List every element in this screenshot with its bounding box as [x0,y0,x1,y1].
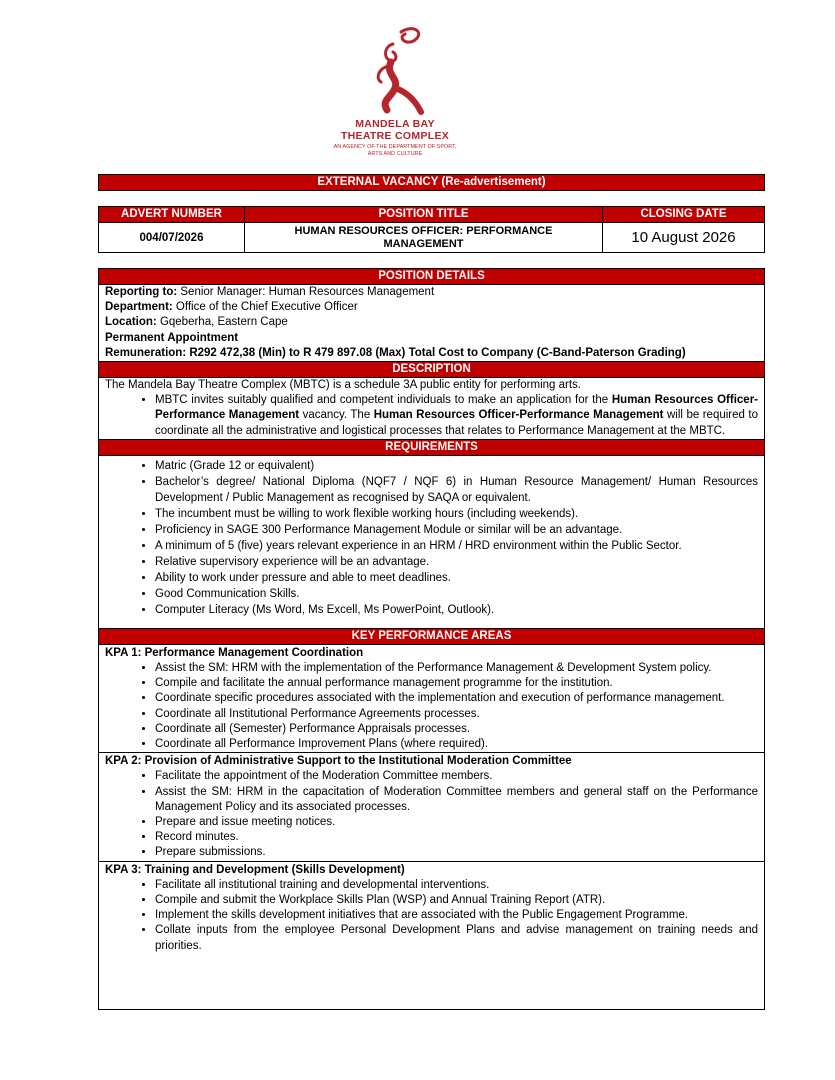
kpa3-item: • Collate inputs from the employee Personal Development Plans and advise management on training needs and priorities. [155,923,758,953]
kpa1-list [105,661,758,752]
organization-logo [330,22,460,158]
permanent-appointment: Permanent Appointment [105,331,239,344]
kpa1-block [99,645,764,753]
location-line [105,315,758,330]
vacancy-title: EXTERNAL VACANCY (Re-advertisement) [99,175,764,190]
requirement-item: • Proficiency in SAGE 300 Performance Management Module or similar will be an advantage. [155,522,758,538]
logo-name-line1: MANDELA BAY [355,118,435,130]
description-bullet: • MBTC invites suitably qualified and competent individuals to make an application for the Human Resources Officer-Performance Management vacancy. The Human Resources Officer-Performance Management will be required to coordinate all the administrative and logistical processes that relates to Performance Management at the MBTC. [155,393,758,439]
logo-name-line2: THEATRE COMPLEX [340,130,450,142]
position-details-box [98,268,765,1010]
kpa2-block [99,753,764,861]
requirement-item: • Relative supervisory experience will be an advantage. [155,554,758,570]
requirement-item: • Matric (Grade 12 or equivalent) [155,458,758,474]
description-intro: The Mandela Bay Theatre Complex (MBTC) is a schedule 3A public entity for performing arts. [105,379,581,392]
kpa2-item: • Prepare and issue meeting notices. [155,815,758,830]
kpa2-list [105,769,758,860]
dancer-logo-icon [355,22,435,118]
reporting-label: Reporting to: [105,286,178,298]
location-label: Location: [105,316,157,329]
department-value: Office of the Chief Executive Officer [172,301,358,314]
kpa2-item: • Record minutes. [155,830,758,845]
requirements-section [99,456,764,628]
position-title-header: POSITION TITLE [245,207,603,223]
kpa2-item: • Assist the SM: HRM in the capacitation of Moderation Committee members and general staff on the Performance Management Policy and its associated processes. [155,785,758,815]
requirement-item: • Bachelor’s degree/ National Diploma (NQF7 / NQF 6) in Human Resource Management/ Human Resources Development / Public Management as recognised by SAQA or equivalent. [155,474,758,506]
department-line [105,300,758,315]
advert-number-header: ADVERT NUMBER [99,207,245,223]
kpa3-item: • Compile and submit the Workplace Skills Plan (WSP) and Annual Training Report (ATR). [155,893,758,908]
reporting-value: Senior Manager: Human Resources Management [177,286,435,298]
kpa2-item: • Facilitate the appointment of the Moderation Committee members. [155,769,758,784]
description-section [99,378,764,439]
kpa1-item: • Coordinate all (Semester) Performance Appraisals processes. [155,722,758,737]
reporting-line [105,285,758,300]
requirement-item: • A minimum of 5 (five) years relevant experience in an HRM / HRD environment within the Public Sector. [155,538,758,554]
kpa3-list [105,878,758,954]
logo-tagline: AN AGENCY OF THE DEPARTMENT OF SPORT, ARTS AND CULTURE [333,144,457,157]
requirement-item: • Computer Literacy (Ms Word, Ms Excell, Ms PowerPoint, Outlook). [155,602,758,618]
kpa-header: KEY PERFORMANCE AREAS [99,628,764,645]
position-details [99,285,764,361]
kpa1-title: KPA 1: Performance Management Coordination [105,646,364,659]
kpa1-item: • Coordinate all Performance Improvement Plans (where required). [155,737,758,752]
kpa3-title: KPA 3: Training and Development (Skills Development) [105,863,405,876]
requirement-item: • The incumbent must be willing to work flexible working hours (including weekends). [155,506,758,522]
position-details-header: POSITION DETAILS [99,269,764,285]
kpa1-item: • Coordinate all Institutional Performance Agreements processes. [155,707,758,722]
position-title: HUMAN RESOURCES OFFICER: PERFORMANCE MANAGEMENT [245,223,603,253]
department-label: Department: [105,301,173,314]
closing-date: 10 August 2026 [603,223,765,253]
kpa3-item: • Implement the skills development initiatives that are associated with the Public Engagement Programme. [155,908,758,923]
kpa1-item: • Compile and facilitate the annual performance management programme for the institution. [155,676,758,691]
kpa1-item: • Coordinate specific procedures associated with the implementation and execution of performance management. [155,691,758,706]
requirements-list [105,458,758,618]
requirements-header: REQUIREMENTS [99,439,764,456]
kpa2-title: KPA 2: Provision of Administrative Support to the Institutional Moderation Committee [105,755,572,768]
kpa3-block [99,862,764,954]
advert-number: 004/07/2026 [99,223,245,253]
location-value: Gqeberha, Eastern Cape [156,316,288,329]
closing-date-header: CLOSING DATE [603,207,765,223]
kpa1-item: • Assist the SM: HRM with the implementation of the Performance Management & Development System policy. [155,661,758,676]
requirement-item: • Ability to work under pressure and able to meet deadlines. [155,570,758,586]
kpa3-item: • Facilitate all institutional training and developmental interventions. [155,878,758,893]
kpa2-item: • Prepare submissions. [155,845,758,860]
vacancy-title-bar [98,174,765,191]
advert-table [98,206,765,253]
requirement-item: • Good Communication Skills. [155,586,758,602]
description-header: DESCRIPTION [99,361,764,378]
remuneration: Remuneration: R292 472,38 (Min) to R 479 897.08 (Max) Total Cost to Company (C-Band-Paterson Grading) [105,346,686,359]
